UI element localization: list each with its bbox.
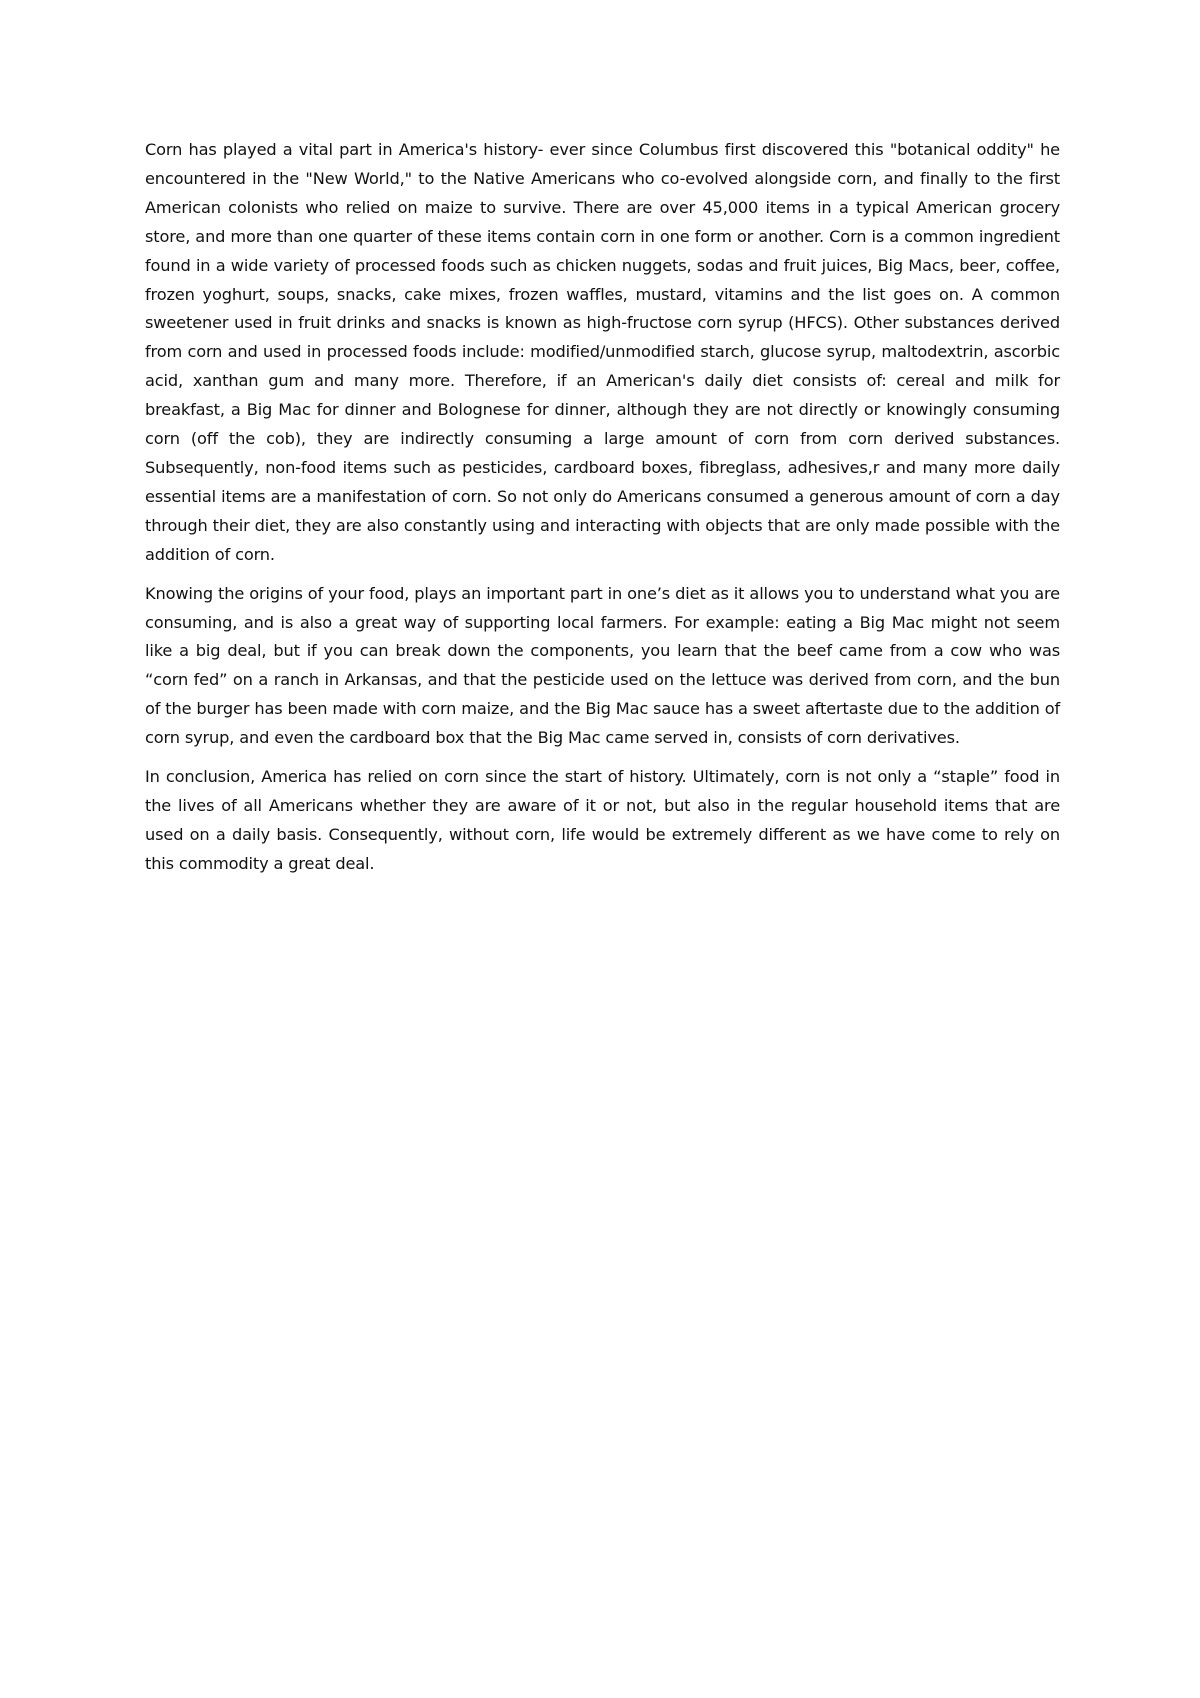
paragraph-conclusion: In conclusion, America has relied on corn since the start of history. Ultimately, corn is not only a “staple” food in the lives of all Americans whether they are aware of it or not, but also in the regular household items that are used on a daily basis. Consequently, without corn, life would be extremely different as we have come to rely on this commodity a great deal. <box>145 767 1060 873</box>
paragraph-food-origins: Knowing the origins of your food, plays an important part in one’s diet as it allows you to understand what you are consuming, and is also a great way of supporting local farmers. For example: eating a Big Mac might not seem like a big deal, but if you can break down the components, you learn that the beef came from a cow who was “corn fed” on a ranch in Arkansas, and that the pesticide used on the lettuce was derived from corn, and the bun of the burger has been made with corn maize, and the Big Mac sauce has a sweet aftertaste due to the addition of corn syrup, and even the cardboard box that the Big Mac came served in, consists of corn derivatives. <box>145 583 1060 748</box>
document-body <box>145 136 1060 889</box>
paragraph-corn-history: Corn has played a vital part in America's history- ever since Columbus first discovered this "botanical oddity" he encountered in the "New World," to the Native Americans who co-evolved alongside corn, and finally to the first American colonists who relied on maize to survive. There are over 45,000 items in a typical American grocery store, and more than one quarter of these items contain corn in one form or another. Corn is a common ingredient found in a wide variety of processed foods such as chicken nuggets, sodas and fruit juices, Big Macs, beer, coffee, frozen yoghurt, soups, snacks, cake mixes, frozen waffles, mustard, vitamins and the list goes on. A common sweetener used in fruit drinks and snacks is known as high-fructose corn syrup (HFCS). Other substances derived from corn and used in processed foods include: modified/unmodified starch, glucose syrup, maltodextrin, ascorbic acid, xanthan gum and many more. Therefore, if an American's daily diet consists of: cereal and milk for breakfast, a Big Mac for dinner and Bolognese for dinner, although they are not directly or knowingly consuming corn (off the cob), they are indirectly consuming a large amount of corn from corn derived substances. Subsequently, non-food items such as pesticides, cardboard boxes, fibreglass, adhesives,r and many more daily essential items are a manifestation of corn. So not only do Americans consumed a generous amount of corn a day through their diet, they are also constantly using and interacting with objects that are only made possible with the addition of corn. <box>145 140 1060 564</box>
